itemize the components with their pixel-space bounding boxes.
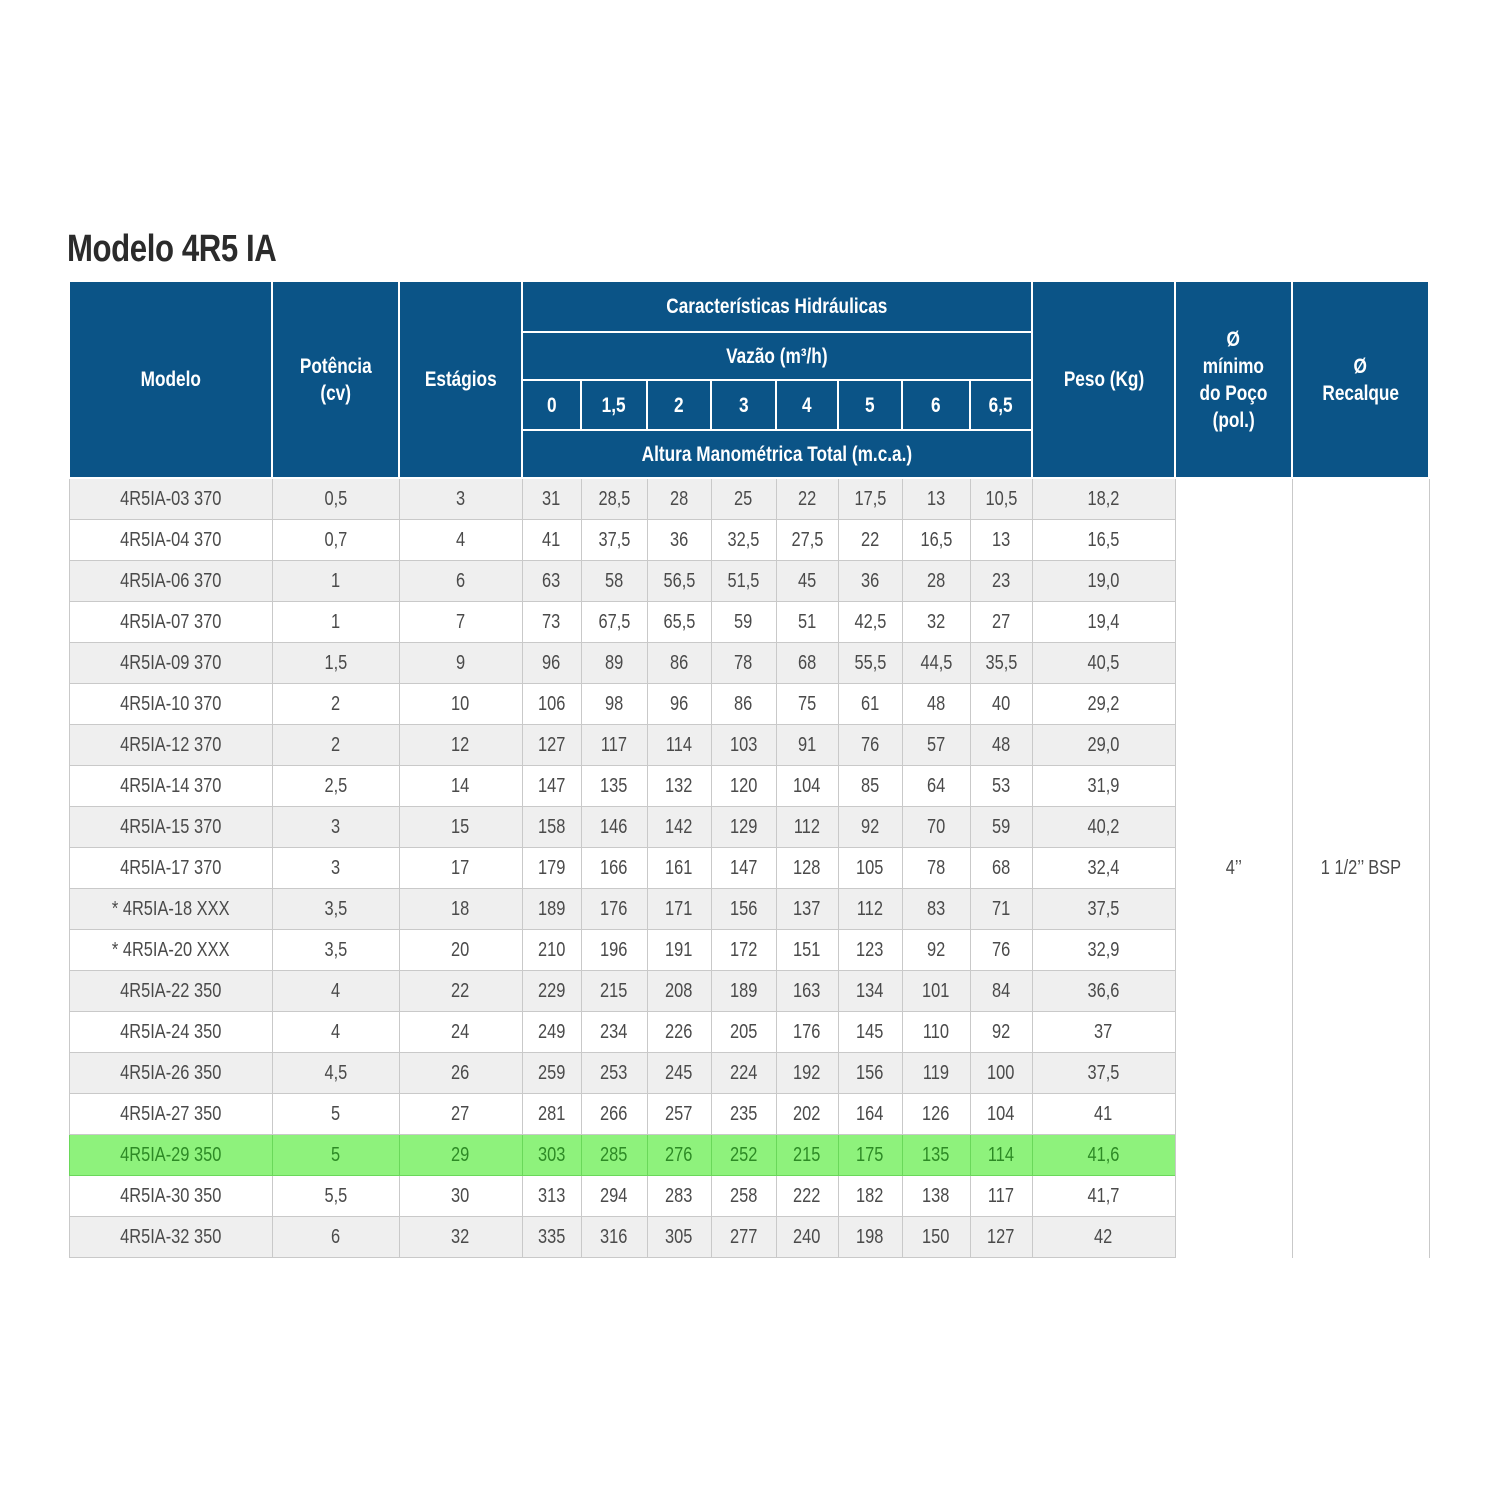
header-flow-5: 5 (838, 380, 902, 430)
cell-head: 68 (970, 848, 1032, 889)
cell-head: 303 (522, 1135, 581, 1176)
cell-head: 45 (776, 561, 838, 602)
header-flow-4: 4 (776, 380, 838, 430)
cell-head: 110 (902, 1012, 970, 1053)
cell-head: 16,5 (902, 520, 970, 561)
cell-head: 78 (711, 643, 776, 684)
cell-head: 17,5 (838, 478, 902, 520)
cell-head: 119 (902, 1053, 970, 1094)
cell-head: 198 (838, 1217, 902, 1258)
cell-head: 215 (581, 971, 647, 1012)
cell-modelo: 4R5IA-14 370 (69, 766, 272, 807)
cell-potencia: 4,5 (272, 1053, 399, 1094)
cell-modelo: 4R5IA-22 350 (69, 971, 272, 1012)
cell-potencia: 4 (272, 1012, 399, 1053)
cell-head: 59 (970, 807, 1032, 848)
cell-estagios: 22 (399, 971, 522, 1012)
cell-potencia: 1 (272, 602, 399, 643)
cell-potencia: 2,5 (272, 766, 399, 807)
cell-peso: 19,4 (1032, 602, 1175, 643)
cell-modelo: 4R5IA-30 350 (69, 1176, 272, 1217)
cell-head: 101 (902, 971, 970, 1012)
cell-head: 85 (838, 766, 902, 807)
cell-head: 36 (838, 561, 902, 602)
cell-potencia: 3,5 (272, 930, 399, 971)
cell-head: 75 (776, 684, 838, 725)
cell-head: 55,5 (838, 643, 902, 684)
cell-head: 91 (776, 725, 838, 766)
header-flow-3: 3 (711, 380, 776, 430)
cell-head: 37,5 (581, 520, 647, 561)
cell-head: 205 (711, 1012, 776, 1053)
cell-head: 158 (522, 807, 581, 848)
cell-potencia: 3,5 (272, 889, 399, 930)
cell-peso: 37,5 (1032, 889, 1175, 930)
cell-potencia: 5,5 (272, 1176, 399, 1217)
cell-head: 283 (647, 1176, 711, 1217)
cell-peso: 16,5 (1032, 520, 1175, 561)
cell-head: 27 (970, 602, 1032, 643)
cell-estagios: 4 (399, 520, 522, 561)
cell-estagios: 27 (399, 1094, 522, 1135)
cell-estagios: 32 (399, 1217, 522, 1258)
table-header (69, 282, 1429, 478)
header-modelo: Modelo (69, 282, 272, 478)
cell-head: 202 (776, 1094, 838, 1135)
cell-head: 70 (902, 807, 970, 848)
cell-estagios: 29 (399, 1135, 522, 1176)
cell-head: 210 (522, 930, 581, 971)
cell-head: 234 (581, 1012, 647, 1053)
cell-peso: 40,2 (1032, 807, 1175, 848)
cell-head: 245 (647, 1053, 711, 1094)
cell-head: 65,5 (647, 602, 711, 643)
cell-estagios: 10 (399, 684, 522, 725)
cell-head: 132 (647, 766, 711, 807)
cell-head: 134 (838, 971, 902, 1012)
cell-peso: 18,2 (1032, 478, 1175, 520)
cell-head: 23 (970, 561, 1032, 602)
cell-head: 172 (711, 930, 776, 971)
cell-head: 215 (776, 1135, 838, 1176)
cell-head: 196 (581, 930, 647, 971)
cell-modelo: 4R5IA-32 350 (69, 1217, 272, 1258)
cell-head: 171 (647, 889, 711, 930)
cell-head: 266 (581, 1094, 647, 1135)
cell-modelo: 4R5IA-06 370 (69, 561, 272, 602)
cell-head: 96 (522, 643, 581, 684)
cell-head: 56,5 (647, 561, 711, 602)
cell-peso: 40,5 (1032, 643, 1175, 684)
cell-potencia: 5 (272, 1094, 399, 1135)
header-poco: Ø mínimo do Poço (pol.) (1175, 282, 1292, 478)
cell-head: 28 (902, 561, 970, 602)
header-vazao: Vazão (m³/h) (522, 332, 1032, 380)
cell-modelo: 4R5IA-09 370 (69, 643, 272, 684)
cell-peso: 32,9 (1032, 930, 1175, 971)
cell-estagios: 3 (399, 478, 522, 520)
cell-modelo: 4R5IA-10 370 (69, 684, 272, 725)
header-flow-2: 2 (647, 380, 711, 430)
cell-head: 73 (522, 602, 581, 643)
cell-head: 89 (581, 643, 647, 684)
header-flow-0: 0 (522, 380, 581, 430)
cell-head: 257 (647, 1094, 711, 1135)
cell-head: 235 (711, 1094, 776, 1135)
cell-head: 22 (776, 478, 838, 520)
cell-head: 189 (522, 889, 581, 930)
cell-head: 226 (647, 1012, 711, 1053)
cell-head: 28 (647, 478, 711, 520)
cell-head: 175 (838, 1135, 902, 1176)
cell-head: 83 (902, 889, 970, 930)
cell-estagios: 18 (399, 889, 522, 930)
cell-modelo: 4R5IA-07 370 (69, 602, 272, 643)
cell-head: 240 (776, 1217, 838, 1258)
cell-head: 294 (581, 1176, 647, 1217)
cell-head: 25 (711, 478, 776, 520)
cell-head: 84 (970, 971, 1032, 1012)
cell-recalque: 1 1/2’’ BSP (1292, 478, 1429, 1258)
cell-head: 112 (776, 807, 838, 848)
cell-head: 58 (581, 561, 647, 602)
cell-modelo: 4R5IA-15 370 (69, 807, 272, 848)
cell-potencia: 1,5 (272, 643, 399, 684)
cell-head: 92 (838, 807, 902, 848)
header-peso: Peso (Kg) (1032, 282, 1175, 478)
cell-head: 313 (522, 1176, 581, 1217)
cell-potencia: 0,5 (272, 478, 399, 520)
cell-head: 163 (776, 971, 838, 1012)
header-estagios: Estágios (399, 282, 522, 478)
cell-head: 316 (581, 1217, 647, 1258)
cell-potencia: 1 (272, 561, 399, 602)
cell-head: 76 (838, 725, 902, 766)
cell-modelo: 4R5IA-26 350 (69, 1053, 272, 1094)
cell-head: 179 (522, 848, 581, 889)
cell-head: 96 (647, 684, 711, 725)
cell-poco-minimo: 4’’ (1175, 478, 1292, 1258)
cell-head: 146 (581, 807, 647, 848)
cell-modelo: 4R5IA-24 350 (69, 1012, 272, 1053)
cell-head: 103 (711, 725, 776, 766)
cell-head: 105 (838, 848, 902, 889)
cell-potencia: 3 (272, 807, 399, 848)
cell-peso: 41,6 (1032, 1135, 1175, 1176)
cell-head: 48 (970, 725, 1032, 766)
cell-modelo: 4R5IA-12 370 (69, 725, 272, 766)
cell-head: 13 (902, 478, 970, 520)
cell-head: 71 (970, 889, 1032, 930)
cell-head: 98 (581, 684, 647, 725)
cell-potencia: 6 (272, 1217, 399, 1258)
cell-peso: 36,6 (1032, 971, 1175, 1012)
cell-head: 192 (776, 1053, 838, 1094)
cell-potencia: 2 (272, 725, 399, 766)
cell-head: 48 (902, 684, 970, 725)
cell-head: 67,5 (581, 602, 647, 643)
cell-head: 335 (522, 1217, 581, 1258)
cell-head: 68 (776, 643, 838, 684)
cell-head: 57 (902, 725, 970, 766)
cell-head: 78 (902, 848, 970, 889)
cell-head: 114 (970, 1135, 1032, 1176)
header-flow-1: 1,5 (581, 380, 647, 430)
cell-head: 147 (522, 766, 581, 807)
cell-modelo: * 4R5IA-20 XXX (69, 930, 272, 971)
cell-head: 100 (970, 1053, 1032, 1094)
cell-potencia: 3 (272, 848, 399, 889)
header-altura: Altura Manométrica Total (m.c.a.) (522, 430, 1032, 478)
cell-head: 150 (902, 1217, 970, 1258)
cell-head: 156 (838, 1053, 902, 1094)
cell-estagios: 12 (399, 725, 522, 766)
cell-modelo: 4R5IA-29 350 (69, 1135, 272, 1176)
cell-head: 138 (902, 1176, 970, 1217)
cell-head: 126 (902, 1094, 970, 1135)
cell-head: 10,5 (970, 478, 1032, 520)
cell-head: 92 (902, 930, 970, 971)
cell-head: 104 (970, 1094, 1032, 1135)
cell-head: 13 (970, 520, 1032, 561)
cell-estagios: 7 (399, 602, 522, 643)
cell-head: 112 (838, 889, 902, 930)
cell-peso: 29,0 (1032, 725, 1175, 766)
cell-estagios: 6 (399, 561, 522, 602)
table-body (69, 478, 1429, 1258)
cell-head: 40 (970, 684, 1032, 725)
cell-head: 32,5 (711, 520, 776, 561)
cell-head: 59 (711, 602, 776, 643)
cell-head: 76 (970, 930, 1032, 971)
cell-head: 281 (522, 1094, 581, 1135)
cell-head: 253 (581, 1053, 647, 1094)
cell-head: 285 (581, 1135, 647, 1176)
cell-peso: 37,5 (1032, 1053, 1175, 1094)
cell-peso: 41,7 (1032, 1176, 1175, 1217)
cell-head: 142 (647, 807, 711, 848)
cell-head: 189 (711, 971, 776, 1012)
cell-head: 182 (838, 1176, 902, 1217)
cell-head: 28,5 (581, 478, 647, 520)
cell-head: 35,5 (970, 643, 1032, 684)
cell-modelo: 4R5IA-27 350 (69, 1094, 272, 1135)
cell-peso: 29,2 (1032, 684, 1175, 725)
header-potencia: Potência (cv) (272, 282, 399, 478)
cell-head: 123 (838, 930, 902, 971)
cell-head: 127 (970, 1217, 1032, 1258)
cell-head: 44,5 (902, 643, 970, 684)
cell-modelo: 4R5IA-04 370 (69, 520, 272, 561)
cell-head: 222 (776, 1176, 838, 1217)
cell-head: 86 (647, 643, 711, 684)
cell-head: 277 (711, 1217, 776, 1258)
cell-head: 135 (902, 1135, 970, 1176)
cell-head: 32 (902, 602, 970, 643)
header-recalque: Ø Recalque (1292, 282, 1429, 478)
cell-head: 161 (647, 848, 711, 889)
cell-head: 258 (711, 1176, 776, 1217)
cell-head: 104 (776, 766, 838, 807)
cell-head: 31 (522, 478, 581, 520)
cell-head: 191 (647, 930, 711, 971)
cell-head: 36 (647, 520, 711, 561)
cell-head: 42,5 (838, 602, 902, 643)
cell-head: 63 (522, 561, 581, 602)
cell-head: 117 (581, 725, 647, 766)
cell-head: 61 (838, 684, 902, 725)
cell-peso: 32,4 (1032, 848, 1175, 889)
cell-estagios: 9 (399, 643, 522, 684)
cell-head: 51,5 (711, 561, 776, 602)
header-flow-7: 6,5 (970, 380, 1032, 430)
cell-potencia: 4 (272, 971, 399, 1012)
cell-head: 117 (970, 1176, 1032, 1217)
cell-head: 53 (970, 766, 1032, 807)
cell-head: 41 (522, 520, 581, 561)
cell-potencia: 5 (272, 1135, 399, 1176)
cell-estagios: 26 (399, 1053, 522, 1094)
cell-potencia: 2 (272, 684, 399, 725)
cell-head: 86 (711, 684, 776, 725)
cell-head: 147 (711, 848, 776, 889)
cell-head: 156 (711, 889, 776, 930)
cell-peso: 37 (1032, 1012, 1175, 1053)
page-title: Modelo 4R5 IA (67, 228, 277, 270)
cell-head: 120 (711, 766, 776, 807)
cell-head: 129 (711, 807, 776, 848)
cell-head: 259 (522, 1053, 581, 1094)
cell-head: 151 (776, 930, 838, 971)
cell-head: 128 (776, 848, 838, 889)
cell-modelo: 4R5IA-17 370 (69, 848, 272, 889)
cell-head: 64 (902, 766, 970, 807)
cell-head: 224 (711, 1053, 776, 1094)
cell-modelo: * 4R5IA-18 XXX (69, 889, 272, 930)
cell-head: 166 (581, 848, 647, 889)
cell-head: 127 (522, 725, 581, 766)
cell-head: 276 (647, 1135, 711, 1176)
cell-head: 208 (647, 971, 711, 1012)
cell-peso: 31,9 (1032, 766, 1175, 807)
cell-head: 229 (522, 971, 581, 1012)
cell-head: 27,5 (776, 520, 838, 561)
cell-head: 114 (647, 725, 711, 766)
cell-peso: 19,0 (1032, 561, 1175, 602)
cell-peso: 42 (1032, 1217, 1175, 1258)
cell-head: 51 (776, 602, 838, 643)
cell-head: 22 (838, 520, 902, 561)
cell-peso: 41 (1032, 1094, 1175, 1135)
cell-head: 135 (581, 766, 647, 807)
cell-estagios: 15 (399, 807, 522, 848)
cell-estagios: 14 (399, 766, 522, 807)
cell-head: 137 (776, 889, 838, 930)
header-caracteristicas: Características Hidráulicas (522, 282, 1032, 332)
cell-head: 106 (522, 684, 581, 725)
cell-head: 145 (838, 1012, 902, 1053)
cell-estagios: 24 (399, 1012, 522, 1053)
cell-estagios: 20 (399, 930, 522, 971)
cell-head: 252 (711, 1135, 776, 1176)
cell-estagios: 17 (399, 848, 522, 889)
cell-modelo: 4R5IA-03 370 (69, 478, 272, 520)
cell-head: 249 (522, 1012, 581, 1053)
cell-head: 176 (581, 889, 647, 930)
cell-estagios: 30 (399, 1176, 522, 1217)
cell-head: 305 (647, 1217, 711, 1258)
cell-potencia: 0,7 (272, 520, 399, 561)
cell-head: 176 (776, 1012, 838, 1053)
table-row (69, 478, 1429, 520)
cell-head: 92 (970, 1012, 1032, 1053)
cell-head: 164 (838, 1094, 902, 1135)
header-flow-6: 6 (902, 380, 970, 430)
specs-table (68, 282, 1430, 1258)
